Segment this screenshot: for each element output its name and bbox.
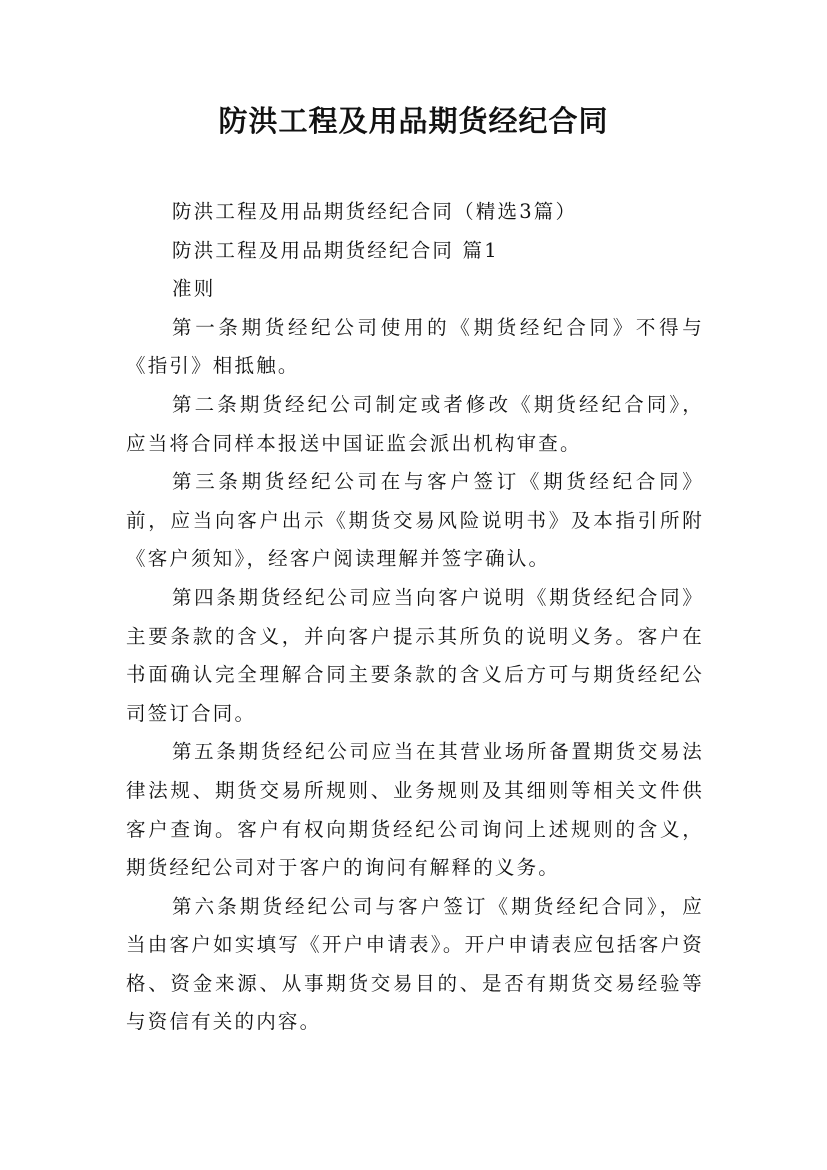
paragraph-article-1: 第一条期货经纪公司使用的《期货经纪合同》不得与《指引》相抵触。 bbox=[126, 315, 704, 378]
paragraph-article-4: 第四条期货经纪公司应当向客户说明《期货经纪合同》主要条款的含义，并向客户提示其所负的说明义务。客户在书面确认完全理解合同主要条款的含义后方可与期货经纪公司签订合同。 bbox=[126, 585, 704, 725]
paragraph-heading-principles: 准则 bbox=[172, 277, 216, 301]
paragraph-article-6: 第六条期货经纪公司与客户签订《期货经纪合同》，应当由客户如实填写《开户申请表》。开户申请表应包括客户资格、资金来源、从事期货交易目的、是否有期货交易经验等与资信有关的内容。 bbox=[126, 894, 704, 1034]
paragraph-subtitle: 防洪工程及用品期货经纪合同（精选3篇） bbox=[172, 200, 578, 223]
paragraph-article-2: 第二条期货经纪公司制定或者修改《期货经纪合同》，应当将合同样本报送中国证监会派出机构审查。 bbox=[126, 392, 704, 455]
paragraph-article-5: 第五条期货经纪公司应当在其营业场所备置期货交易法律法规、期货交易所规则、业务规则及其细则等相关文件供客户查询。客户有权向期货经纪公司询问上述规则的含义，期货经纪公司对于客户的询问有解释的义务。 bbox=[126, 740, 704, 880]
paragraph-section-heading: 防洪工程及用品期货经纪合同 篇1 bbox=[172, 238, 499, 262]
document-title: 防洪工程及用品期货经纪合同 bbox=[218, 104, 609, 138]
paragraph-article-3: 第三条期货经纪公司在与客户签订《期货经纪合同》前，应当向客户出示《期货交易风险说明书》及本指引所附《客户须知》，经客户阅读理解并签字确认。 bbox=[126, 470, 704, 571]
document-body bbox=[126, 193, 704, 1042]
